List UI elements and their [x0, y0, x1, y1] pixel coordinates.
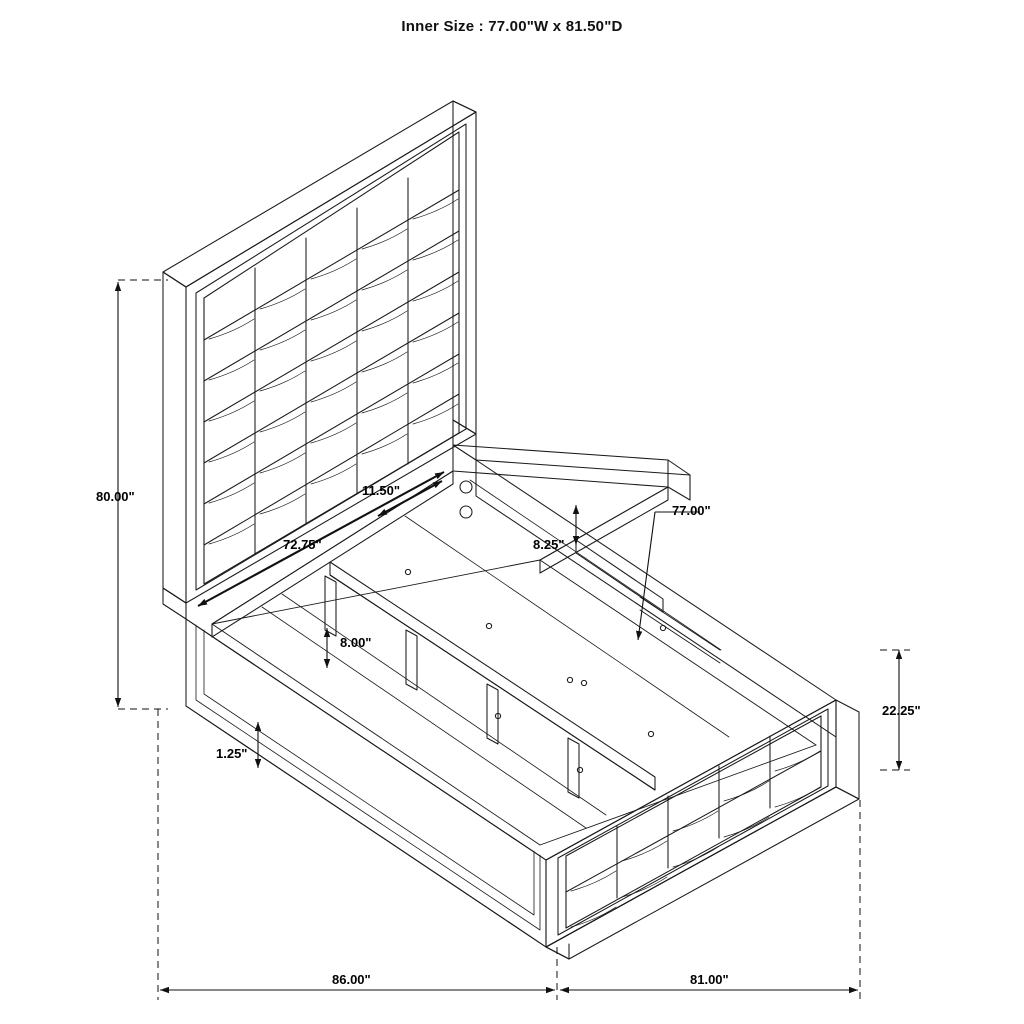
bed-frame — [186, 420, 836, 947]
dim-label-headboard-height: 80.00" — [96, 489, 135, 504]
dim-label-overall-length: 86.00" — [332, 972, 371, 987]
slat-platform — [212, 471, 816, 845]
dim-label-floor-clearance: 1.25" — [216, 746, 248, 761]
dim-label-slat-support-leg-height: 8.00" — [340, 635, 372, 650]
dim-label-side-rail-top-to-slat: 8.25" — [533, 537, 565, 552]
dim-mattress-width-callout — [638, 512, 700, 640]
dim-label-overall-width: 81.00" — [690, 972, 729, 987]
dim-label-headboard-to-rail-offset: 11.50" — [362, 483, 400, 498]
dim-label-footboard-height: 22.25" — [882, 703, 921, 718]
page-title: Inner Size : 77.00"W x 81.50"D — [401, 18, 623, 35]
dim-label-mattress-width-callout: 77.00" — [672, 503, 711, 518]
footboard — [546, 700, 859, 959]
dim-label-headboard-inner-panel-width: 72.75" — [283, 537, 322, 552]
